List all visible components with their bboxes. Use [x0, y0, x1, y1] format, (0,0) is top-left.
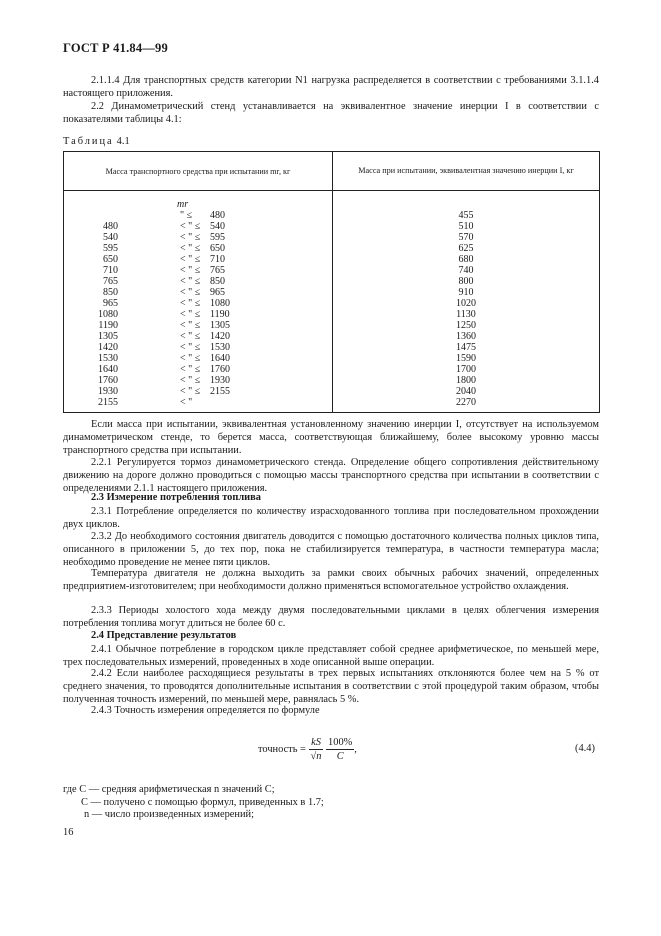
mass-row: [64, 265, 332, 276]
mass-row: [64, 342, 332, 353]
mass-row-upper: 1760: [210, 364, 230, 375]
mass-row-symbol: < " ≤: [180, 353, 201, 364]
mass-row-upper: 765: [210, 265, 225, 276]
formula-number: (4.4): [575, 743, 595, 754]
mass-row-lower: 850: [103, 287, 118, 298]
inertia-column: [333, 191, 600, 413]
mass-row-upper: 1190: [210, 309, 230, 320]
mass-row-upper: 1530: [210, 342, 230, 353]
mass-row-lower: 2155: [98, 397, 118, 408]
paragraph-2-2-1: 2.2.1 Регулируется тормоз динамометрического стенда. Определение общего сопротивления действительному движению на дороге должно проводиться с помощью массы транспортного средства при испытании в соответствии с определениями 2.1.1 настоящего приложения.: [63, 457, 599, 494]
inertia-value: 625: [458, 243, 474, 254]
mass-row-lower: 650: [103, 254, 118, 265]
table-header-inertia: Масса при испытании, эквивалентная значению инерции I, кг: [333, 152, 600, 191]
mass-row-lower: 1305: [98, 331, 118, 342]
section-2-4-title: 2.4 Представление результатов: [91, 630, 237, 641]
inertia-rows: [333, 210, 599, 408]
mass-row-lower: 480: [103, 221, 118, 232]
mass-row-symbol: < " ≤: [180, 375, 201, 386]
mass-row: [64, 276, 332, 287]
mass-row-symbol: < " ≤: [180, 309, 201, 320]
inertia-value: 1700: [456, 364, 476, 375]
mass-row-lower: 1530: [98, 353, 118, 364]
mass-row-symbol: < " ≤: [180, 221, 201, 232]
mass-row: [64, 386, 332, 397]
mass-row: [64, 353, 332, 364]
inertia-value: 800: [458, 276, 474, 287]
mass-row-lower: 1190: [98, 320, 118, 331]
mass-row: [64, 375, 332, 386]
table-4-1: [63, 151, 600, 413]
where-line-3: n — число произведенных измерений;: [84, 809, 254, 820]
mass-row-upper: 2155: [210, 386, 230, 397]
paragraph-2-3-3: 2.3.3 Периоды холостого хода между двумя последовательными циклами в целях облегчения измерения потребления топлива могут длиться не более 60 с.: [63, 605, 599, 629]
mass-row: [64, 298, 332, 309]
formula-100pct: 100%: [328, 737, 353, 748]
inertia-value: 740: [458, 265, 474, 276]
mass-row: [64, 221, 332, 232]
mass-row-lower: 540: [103, 232, 118, 243]
mass-row-symbol: < " ≤: [180, 254, 201, 265]
mass-row-upper: 480: [210, 210, 225, 221]
inertia-value: 1020: [456, 298, 476, 309]
mass-rows: [64, 210, 332, 408]
paragraph-2-2: 2.2 Динамометрический стенд устанавливается на эквивалентное значение инерции I в соответствии с показателями таблицы 4.1:: [63, 101, 599, 125]
mass-row-symbol: < " ≤: [180, 342, 201, 353]
inertia-value: 1475: [456, 342, 476, 353]
mass-row-lower: 1640: [98, 364, 118, 375]
mass-row-upper: 850: [210, 276, 225, 287]
formula-fraction-1: [309, 736, 324, 763]
formula-fraction-2: [326, 736, 354, 763]
paragraph-2-3-2b: Температура двигателя не должна выходить за рамки своих обычных рабочих значений, определенных предприятием-изготовителем; при необходимости должно применяться вспомогательное устройство охлаждения.: [63, 568, 599, 592]
table-caption: [63, 135, 130, 148]
inertia-value: 2270: [456, 397, 476, 408]
mass-row-symbol: < " ≤: [180, 364, 201, 375]
table-caption-number: 4.1: [116, 136, 130, 147]
mass-row: [64, 331, 332, 342]
mass-row-lower: 595: [103, 243, 118, 254]
mass-row-symbol: < ": [180, 397, 193, 408]
where-line-1: где C — средняя арифметическая n значений C;: [63, 784, 275, 795]
mass-row: [64, 210, 332, 221]
mass-row-symbol: < " ≤: [180, 386, 201, 397]
inertia-value: 910: [458, 287, 474, 298]
mass-row-lower: 1930: [98, 386, 118, 397]
table-header-mass: Масса транспортного средства при испытании mr, кг: [64, 152, 333, 191]
section-2-3-title: 2.3 Измерение потребления топлива: [91, 492, 261, 503]
mass-row-upper: 1640: [210, 353, 230, 364]
mass-row-symbol: < " ≤: [180, 232, 201, 243]
mass-row-upper: 1930: [210, 375, 230, 386]
mass-symbol: mr: [177, 199, 189, 210]
mass-row-upper: 1080: [210, 298, 230, 309]
inertia-value: 2040: [456, 386, 476, 397]
mass-row-symbol: < " ≤: [180, 276, 201, 287]
mass-row-upper: 595: [210, 232, 225, 243]
mass-row-lower: 1420: [98, 342, 118, 353]
paragraph-2-1-1-4: 2.1.1.4 Для транспортных средств категории N1 нагрузка распределяется в соответствии с требованиями 3.1.1.4 настоящего приложения.: [63, 75, 599, 99]
mass-row-lower: 965: [103, 298, 118, 309]
page-number: 16: [63, 827, 74, 838]
mass-row-symbol: < " ≤: [180, 331, 201, 342]
paragraph-2-3-2: 2.3.2 До необходимого состояния двигатель доводится с помощью достаточного количества полных циклов типа, описанного в приложении 5, до тех пор, пока не стабилизируется температура, в частности температура масла; необходимо проведение не менее пяти циклов.: [63, 531, 599, 568]
inertia-value: 680: [458, 254, 474, 265]
mass-row-lower: 765: [103, 276, 118, 287]
mass-row-symbol: < " ≤: [180, 243, 201, 254]
mass-row: [64, 243, 332, 254]
document-header: ГОСТ Р 41.84—99: [63, 41, 168, 55]
mass-row-upper: 540: [210, 221, 225, 232]
formula-comma: ,: [354, 743, 357, 755]
paragraph-2-4-3: 2.4.3 Точность измерения определяется по формуле: [91, 705, 320, 716]
inertia-value: 510: [458, 221, 474, 232]
mass-row-symbol: " ≤: [180, 210, 193, 221]
mass-row-upper: 1305: [210, 320, 230, 331]
mass-row: [64, 397, 332, 408]
mass-row: [64, 364, 332, 375]
paragraph-2-3-1: 2.3.1 Потребление определяется по количеству израсходованного топлива при последовательном прохождении двух циклов.: [63, 506, 599, 530]
inertia-value: 1130: [456, 309, 476, 320]
paragraph-2-4-2: 2.4.2 Если наиболее расходящиеся результаты в трех первых испытаниях отклоняются более чем на 5 % от среднего значения, то проводятся дополнительные испытания в соответствии с этой процедурой таким образом, чтобы полученная точность измерений, по меньшей мере, равнялась 5 %.: [63, 668, 599, 705]
mass-row: [64, 309, 332, 320]
formula-lhs: точность =: [258, 743, 306, 755]
mass-row: [64, 254, 332, 265]
mass-row-symbol: < " ≤: [180, 298, 201, 309]
mass-row-upper: 710: [210, 254, 225, 265]
inertia-value: 455: [458, 210, 474, 221]
mass-row: [64, 232, 332, 243]
mass-row-symbol: < " ≤: [180, 320, 201, 331]
inertia-value: 1590: [456, 353, 476, 364]
formula-sqrt-n: √n: [310, 751, 322, 762]
paragraph-after-table: Если масса при испытании, эквивалентная установленному значению инерции I, отсутствует на используемом динамометрическом стенде, то берется масса, соответствующая ближайшему, более высокому уровню массы транспортного средства при испытании.: [63, 419, 599, 456]
inertia-value: 1360: [456, 331, 476, 342]
mass-row-upper: 965: [210, 287, 225, 298]
mass-row: [64, 287, 332, 298]
mass-row-symbol: < " ≤: [180, 287, 201, 298]
formula-k: k: [311, 737, 316, 748]
table-caption-word: Таблица: [63, 136, 114, 147]
inertia-value: 1800: [456, 375, 476, 386]
inertia-value: 570: [458, 232, 474, 243]
mass-row-upper: 1420: [210, 331, 230, 342]
accuracy-formula: [258, 736, 357, 763]
inertia-value: 1250: [456, 320, 476, 331]
mass-row-lower: 1760: [98, 375, 118, 386]
mass-row-lower: 1080: [98, 309, 118, 320]
where-line-2: C — полученo с помощью формул, приведенных в 1.7;: [81, 797, 324, 808]
mass-row-lower: 710: [103, 265, 118, 276]
mass-row-symbol: < " ≤: [180, 265, 201, 276]
mass-row-upper: 650: [210, 243, 225, 254]
formula-c: C: [336, 751, 344, 762]
paragraph-2-4-1: 2.4.1 Обычное потребление в городском цикле представляет собой среднее арифметическое, по меньшей мере, трех последовательных измерений, проведенных в ходе описанной выше операции.: [63, 644, 599, 668]
mass-row: [64, 320, 332, 331]
formula-s: S: [315, 737, 321, 748]
mass-column: [64, 191, 333, 413]
